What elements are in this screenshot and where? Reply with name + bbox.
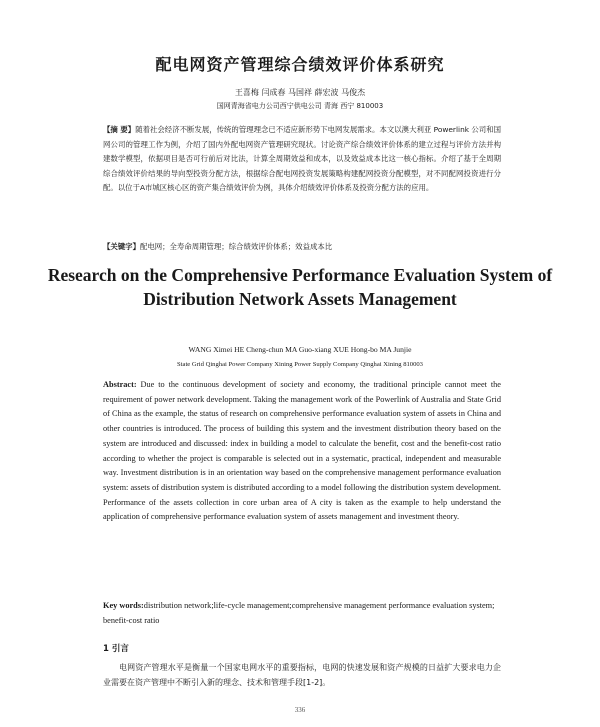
- chinese-title: 配电网资产管理综合绩效评价体系研究: [155, 55, 445, 74]
- english-keywords-text: distribution network;life-cycle management;comprehensive management performance evaluation system; benefit-cost ratio: [103, 601, 495, 625]
- english-keywords-label: Key words:: [103, 601, 144, 610]
- chinese-abstract-label: 【摘 要】: [103, 125, 136, 134]
- chinese-affiliation: 国网青海省电力公司西宁供电公司 青海 西宁 810003: [216, 102, 384, 110]
- english-authors: WANG Ximei HE Cheng-chun MA Guo-xiang XUE Hong-bo MA Junjie: [188, 345, 412, 354]
- english-abstract: [103, 378, 501, 525]
- english-keywords: [103, 599, 501, 628]
- english-affiliation: State Grid Qinghai Power Company Xining Power Supply Company Qinghai Xining 810003: [177, 361, 423, 368]
- chinese-authors: 王喜梅 闫成春 马国祥 薛宏波 马俊杰: [234, 88, 366, 97]
- chinese-abstract: [103, 123, 501, 196]
- page-number: 336: [294, 706, 306, 714]
- english-abstract-label: Abstract:: [103, 380, 137, 389]
- chinese-keywords: [103, 240, 501, 254]
- chinese-keywords-label: 【关键字】: [103, 242, 140, 251]
- english-abstract-text: Due to the continuous development of society and economy, the traditional principle cannot meet the requirement of power network development. Taking the management work of the Powerlink of Australia and State Grid of China as the example, the status of research on comprehensive performance evaluation system of assets in China and other countries is introduced. The process of building this system and the investment distribution theory based on the system are introduced and discussed: index in building a model to calculate the benefit, cost and the benefit-cost ratio according to whether the project is comparable is selected out in a systematic, practical, independent and measurable way. Investment distribution is in an orientation way based on the comprehensive management performance evaluation system: assets of distribution system is distributed according to a model following the distribution system development. Performance of the assets collection in core urban area of A city is taken as the example to help understand the application of comprehensive performance evaluation system of assets management and investment theory.: [103, 380, 501, 522]
- chinese-keywords-text: 配电网；全寿命周期管理；综合绩效评价体系；效益成本比: [139, 242, 333, 251]
- section-body: 电网资产管理水平是衡量一个国家电网水平的重要指标，电网的快速发展和资产规模的日益扩大要求电力企业需要在资产管理中不断引入新的理念、技术和管理手段[1-2]。: [103, 663, 501, 687]
- chinese-abstract-text: 随着社会经济不断发展，传统的管理理念已不适应新形势下电网发展需求。本文以澳大利亚 Powerlink 公司和国网公司的管理工作为例，介绍了国内外配电网资产管理研究现状。讨论资产综合绩效评价体系的建立过程与评价方法并构建数学模型，依据项目是否可行前后对比法，计算全周期效益和成本，以及效益成本比这一核心指标。介绍了基于全周期综合绩效评价结果的导向型投资分配方法，根据综合配电网投资发展策略构建配网投资分配模型，对不同配网投资进行分配。以位于A市城区核心区的资产集合绩效评价为例，具体介绍绩效评价体系及投资分配方法的应用。: [103, 125, 502, 192]
- english-title: Research on the Comprehensive Performance Evaluation System of Distribution Network Assets Management: [47, 265, 553, 309]
- section-heading: 1 引言: [103, 644, 129, 654]
